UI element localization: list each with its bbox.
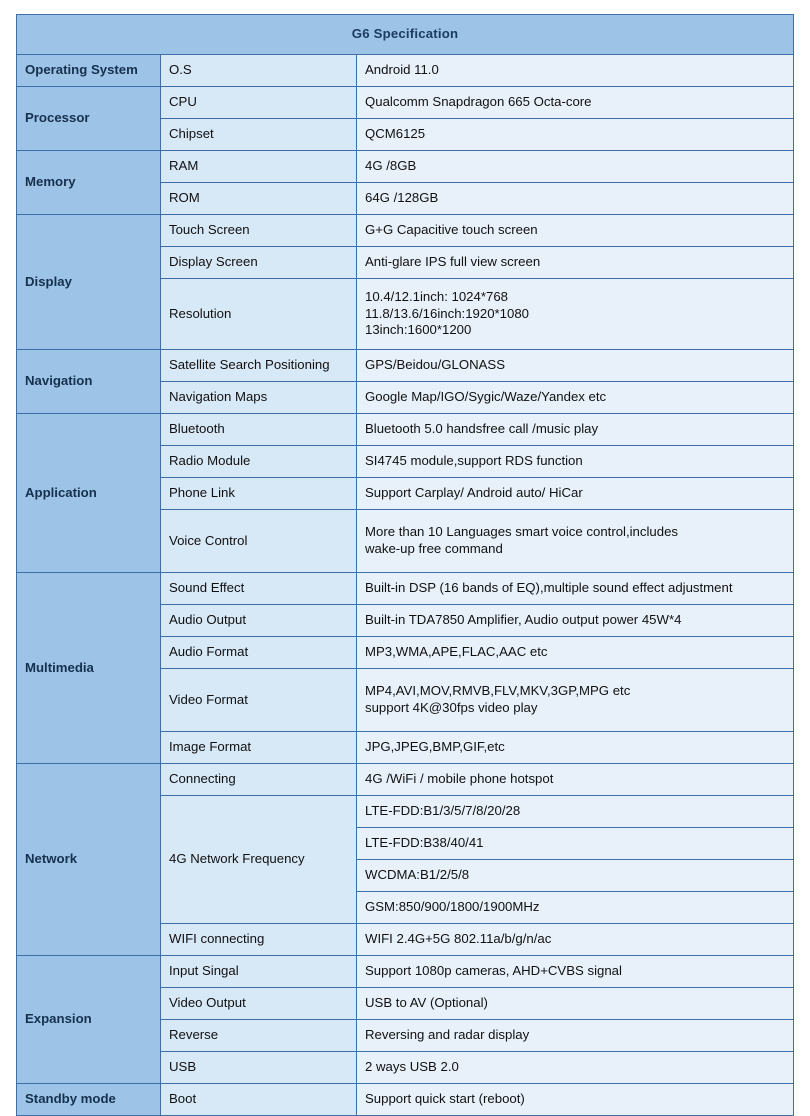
table-row — [17, 151, 794, 183]
value-navigation-maps: Google Map/IGO/Sygic/Waze/Yandex etc — [357, 382, 794, 414]
sub-display-screen: Display Screen — [161, 247, 357, 279]
category-operating-system: Operating System — [17, 55, 161, 87]
sub-input-singal: Input Singal — [161, 956, 357, 988]
video-format-line-2: support 4K@30fps video play — [365, 700, 538, 715]
sub-resolution: Resolution — [161, 279, 357, 350]
sub-os: O.S — [161, 55, 357, 87]
specification-table — [16, 14, 794, 1116]
category-application: Application — [17, 414, 161, 573]
sub-touch-screen: Touch Screen — [161, 215, 357, 247]
value-chipset: QCM6125 — [357, 119, 794, 151]
value-connecting: 4G /WiFi / mobile phone hotspot — [357, 764, 794, 796]
sub-video-output: Video Output — [161, 988, 357, 1020]
value-audio-output: Built-in TDA7850 Amplifier, Audio output power 45W*4 — [357, 605, 794, 637]
sub-reverse: Reverse — [161, 1020, 357, 1052]
value-gsm: GSM:850/900/1800/1900MHz — [357, 892, 794, 924]
value-ram: 4G /8GB — [357, 151, 794, 183]
sub-ram: RAM — [161, 151, 357, 183]
category-display: Display — [17, 215, 161, 350]
category-navigation: Navigation — [17, 350, 161, 414]
value-display-screen: Anti-glare IPS full view screen — [357, 247, 794, 279]
table-title-row — [17, 15, 794, 55]
sub-satellite-search-positioning: Satellite Search Positioning — [161, 350, 357, 382]
value-rom: 64G /128GB — [357, 183, 794, 215]
value-voice-control — [357, 510, 794, 573]
category-network: Network — [17, 764, 161, 956]
value-usb: 2 ways USB 2.0 — [357, 1052, 794, 1084]
value-os: Android 11.0 — [357, 55, 794, 87]
resolution-line-1: 10.4/12.1inch: 1024*768 — [365, 288, 508, 304]
sub-connecting: Connecting — [161, 764, 357, 796]
table-row — [17, 1084, 794, 1116]
category-processor: Processor — [17, 87, 161, 151]
resolution-line-3: 13inch:1600*1200 — [365, 322, 472, 338]
sub-audio-output: Audio Output — [161, 605, 357, 637]
table-row — [17, 414, 794, 446]
sub-phone-link: Phone Link — [161, 478, 357, 510]
value-radio-module: SI4745 module,support RDS function — [357, 446, 794, 478]
table-row — [17, 764, 794, 796]
value-image-format: JPG,JPEG,BMP,GIF,etc — [357, 732, 794, 764]
value-cpu: Qualcomm Snapdragon 665 Octa-core — [357, 87, 794, 119]
value-resolution — [357, 279, 794, 350]
sub-wifi-connecting: WIFI connecting — [161, 924, 357, 956]
value-input-singal: Support 1080p cameras, AHD+CVBS signal — [357, 956, 794, 988]
value-video-output: USB to AV (Optional) — [357, 988, 794, 1020]
value-video-format — [357, 669, 794, 732]
value-wifi-connecting: WIFI 2.4G+5G 802.11a/b/g/n/ac — [357, 924, 794, 956]
category-multimedia: Multimedia — [17, 573, 161, 764]
sub-radio-module: Radio Module — [161, 446, 357, 478]
value-wcdma: WCDMA:B1/2/5/8 — [357, 860, 794, 892]
sub-navigation-maps: Navigation Maps — [161, 382, 357, 414]
sub-sound-effect: Sound Effect — [161, 573, 357, 605]
category-standby-mode: Standby mode — [17, 1084, 161, 1116]
value-sound-effect: Built-in DSP (16 bands of EQ),multiple sound effect adjustment — [357, 573, 794, 605]
value-satellite-search-positioning: GPS/Beidou/GLONASS — [357, 350, 794, 382]
voice-control-line-1: More than 10 Languages smart voice control,includes — [365, 524, 679, 540]
sub-video-format: Video Format — [161, 669, 357, 732]
category-memory: Memory — [17, 151, 161, 215]
value-bluetooth: Bluetooth 5.0 handsfree call /music play — [357, 414, 794, 446]
voice-control-line-2: wake-up free command — [365, 541, 503, 556]
value-lte-fdd-2: LTE-FDD:B38/40/41 — [357, 828, 794, 860]
sub-boot: Boot — [161, 1084, 357, 1116]
value-boot: Support quick start (reboot) — [357, 1084, 794, 1116]
sub-4g-network-frequency: 4G Network Frequency — [161, 796, 357, 924]
page-title: G6 Specification — [17, 15, 794, 55]
table-row — [17, 87, 794, 119]
video-format-line-1: MP4,AVI,MOV,RMVB,FLV,MKV,3GP,MPG etc — [365, 683, 631, 699]
sub-bluetooth: Bluetooth — [161, 414, 357, 446]
resolution-line-2: 11.8/13.6/16inch:1920*1080 — [365, 305, 530, 321]
sub-rom: ROM — [161, 183, 357, 215]
sub-cpu: CPU — [161, 87, 357, 119]
table-row — [17, 350, 794, 382]
table-row — [17, 55, 794, 87]
sub-voice-control: Voice Control — [161, 510, 357, 573]
sub-audio-format: Audio Format — [161, 637, 357, 669]
value-phone-link: Support Carplay/ Android auto/ HiCar — [357, 478, 794, 510]
value-lte-fdd-1: LTE-FDD:B1/3/5/7/8/20/28 — [357, 796, 794, 828]
value-reverse: Reversing and radar display — [357, 1020, 794, 1052]
value-touch-screen: G+G Capacitive touch screen — [357, 215, 794, 247]
sub-chipset: Chipset — [161, 119, 357, 151]
category-expansion: Expansion — [17, 956, 161, 1084]
table-row — [17, 215, 794, 247]
sub-image-format: Image Format — [161, 732, 357, 764]
sub-usb: USB — [161, 1052, 357, 1084]
table-row — [17, 956, 794, 988]
value-audio-format: MP3,WMA,APE,FLAC,AAC etc — [357, 637, 794, 669]
table-row — [17, 573, 794, 605]
